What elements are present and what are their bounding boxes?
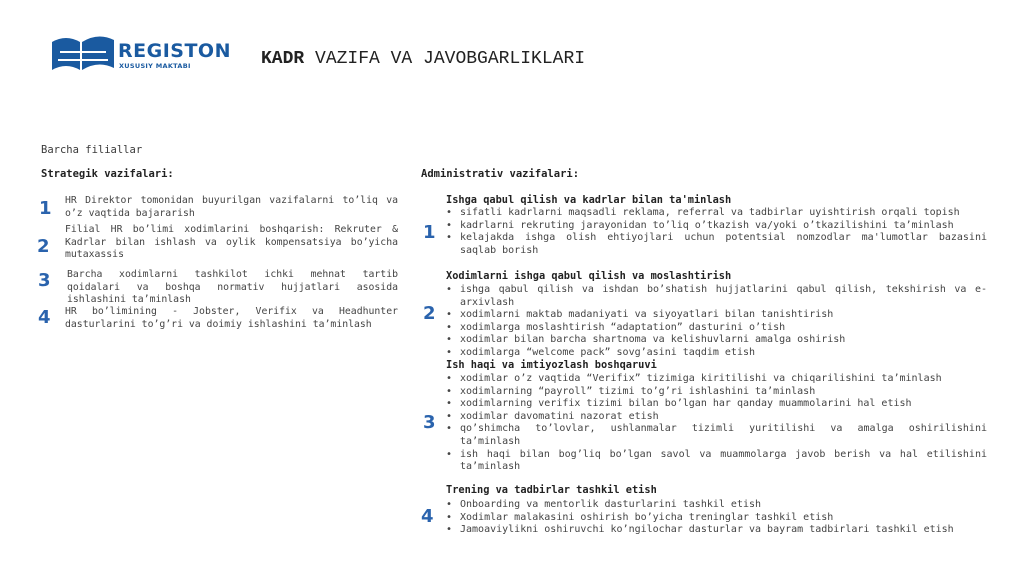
list-item: • xodimlarni maktab madaniyati va siyoyatlari bilan tanishtirish [446, 309, 987, 322]
list-item: • xodimlarning verifix tizimi bilan bo’lgan har qanday muammolarini hal etish [446, 398, 987, 411]
list-item: • ish haqi bilan bog’liq bo’lgan savol va muammolarga javob berish va hal etilishini ta’minlash [446, 449, 987, 474]
list-item: • xodimlar davomatini nazorat etish [446, 411, 987, 424]
list-item: • kadrlarni rekruting jarayonidan to’liq o’tkazish va/yoki o’tkazilishini ta’minlash [446, 220, 987, 233]
strategic-num-4: 4 [38, 307, 51, 328]
list-item: • Xodimlar malakasini oshirish bo’yicha treninglar tashkil etish [446, 512, 987, 525]
list-item: • Onboarding va mentorlik dasturlarini tashkil etish [446, 499, 987, 512]
admin-section-1-list [446, 207, 987, 257]
admin-section-4-title: Trening va tadbirlar tashkil etish [446, 484, 657, 496]
admin-section-3-list [446, 373, 987, 474]
list-item: • qo’shimcha to’lovlar, ushlanmalar tizimli yuritilishi va amalga oshirilishini ta’minlash [446, 423, 987, 448]
page-title [261, 49, 585, 69]
list-item: • xodimlar bilan barcha shartnoma va kelishuvlarni amalga oshirish [446, 334, 987, 347]
list-item: • xodimlarga “welcome pack” sovg’asini taqdim etish [446, 347, 987, 360]
list-item: • kelajakda ishga olish ehtiyojlari uchun potentsial nomzodlar ma'lumotlar bazasini saqlab borish [446, 232, 987, 257]
title-rest: VAZIFA VA JAVOBGARLIKLARI [304, 49, 586, 69]
admin-section-3-title: Ish haqi va imtiyozlash boshqaruvi [446, 359, 657, 371]
admin-section-2-list [446, 284, 987, 360]
strategic-item-2: Filial HR bo’limi xodimlarini boshqarish: Rekruter & Kadrlar bilan ishlash va oylik kompensatsiya bo’yicha mutaxassis [65, 224, 398, 260]
admin-section-1-title: Ishga qabul qilish va kadrlar bilan ta'minlash [446, 194, 732, 206]
branches-label: Barcha filiallar [41, 144, 143, 156]
strategic-num-3: 3 [38, 270, 51, 291]
administrative-heading: Administrativ vazifalari: [421, 168, 580, 180]
list-item: • xodimlarga moslashtirish “adaptation” dasturini o’tish [446, 322, 987, 335]
strategic-heading: Strategik vazifalari: [41, 168, 174, 180]
admin-section-2-title: Xodimlarni ishga qabul qilish va moslashtirish [446, 270, 732, 282]
title-bold: KADR [261, 49, 305, 69]
strategic-item-3: Barcha xodimlarni tashkilot ichki mehnat tartib qoidalari va boshqa normativ hujjatlari asosida ishlashini ta’minlash [67, 269, 398, 305]
admin-num-4: 4 [421, 506, 434, 527]
admin-num-1: 1 [423, 222, 436, 243]
strategic-num-2: 2 [37, 236, 50, 257]
logo-name: REGISTON [118, 40, 231, 62]
admin-num-2: 2 [423, 303, 436, 324]
admin-section-4-list [446, 499, 987, 537]
list-item: • sifatli kadrlarni maqsadli reklama, referral va tadbirlar uyishtirish orqali topish [446, 207, 987, 220]
list-item: • xodimlar o’z vaqtida “Verifix” tizimiga kiritilishi va chiqarilishini ta’minlash [446, 373, 987, 386]
list-item: • Jamoaviylikni oshiruvchi ko’ngilochar dasturlar va bayram tadbirlari tashkil etish [446, 524, 987, 537]
strategic-item-4: HR bo’limining - Jobster, Verifix va Headhunter dasturlarini to’g’ri va doimiy ishlashini ta’minlash [65, 306, 398, 330]
strategic-num-1: 1 [39, 198, 52, 219]
strategic-item-1: HR Direktor tomonidan buyurilgan vazifalarni to’liq va o’z vaqtida bajararish [65, 195, 398, 219]
list-item: • xodimlarning “payroll” tizimi to’g’ri ishlashini ta’minlash [446, 386, 987, 399]
logo-subtitle: XUSUSIY MAKTABI [119, 62, 191, 70]
list-item: • ishga qabul qilish va ishdan bo’shatish hujjatlarini qabul qilish, tekshirish va e-arxivlash [446, 284, 987, 309]
admin-num-3: 3 [423, 412, 436, 433]
